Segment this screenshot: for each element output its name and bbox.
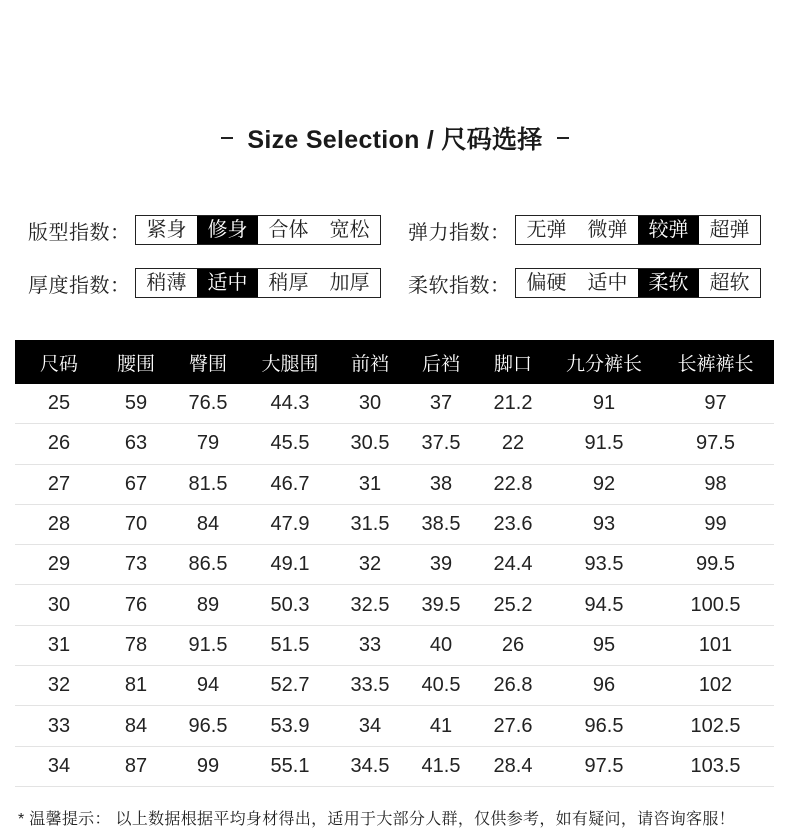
spec-option-selected: 较弹: [638, 216, 699, 244]
spec-label: 版型指数：: [28, 221, 131, 244]
table-cell: 93: [592, 513, 616, 536]
table-cell: 32: [358, 553, 382, 576]
spec-options: [515, 215, 761, 245]
table-row: [15, 585, 774, 625]
table-cell: 81: [124, 674, 148, 697]
table-cell: 96.5: [584, 714, 624, 737]
table-cell: 102: [698, 674, 733, 697]
header-cell: 尺码: [39, 353, 78, 375]
table-cell: 96: [592, 674, 616, 697]
table-cell: 92: [592, 472, 616, 495]
table-cell: 38: [429, 472, 453, 495]
header-cell: 九分裤长: [565, 353, 642, 375]
spec-option: 稍薄: [146, 272, 187, 294]
table-cell: 99: [196, 754, 220, 777]
table-cell: 97: [704, 392, 727, 415]
spec-options: [135, 215, 381, 245]
table-cell: 78: [124, 633, 148, 656]
table-cell: 73: [124, 553, 148, 576]
table-cell: 67: [124, 472, 148, 495]
spec-option: 稍厚: [268, 272, 309, 294]
spec-option: 合体: [268, 219, 309, 241]
table-cell: 100.5: [690, 593, 741, 616]
table-cell: 33: [358, 633, 382, 656]
table-cell: 34.5: [350, 754, 390, 777]
table-cell: 51.5: [270, 633, 310, 656]
spec-option: 加厚: [329, 272, 370, 294]
table-cell: 91.5: [584, 432, 624, 455]
spec-option-selected: 柔软: [638, 269, 699, 297]
header-cell: 臀围: [188, 353, 227, 375]
table-cell: 21.2: [493, 392, 533, 415]
table-row: [15, 384, 774, 424]
table-cell: 40.5: [421, 674, 461, 697]
table-cell: 34: [358, 714, 382, 737]
table-cell: 38.5: [421, 513, 461, 536]
table-cell: 29: [47, 553, 71, 576]
table-cell: 32.5: [350, 593, 390, 616]
table-cell: 81.5: [188, 472, 228, 495]
table-cell: 33.5: [350, 674, 390, 697]
table-cell: 101: [698, 633, 733, 656]
table-cell: 27: [47, 472, 71, 495]
table-cell: 33: [47, 714, 71, 737]
spec-label: 厚度指数：: [28, 274, 131, 297]
table-cell: 30.5: [350, 432, 390, 455]
table-cell: 79: [196, 432, 220, 455]
table-cell: 46.7: [270, 472, 310, 495]
table-cell: 31.5: [350, 513, 390, 536]
header-cell: 后裆: [421, 353, 460, 375]
table-cell: 89: [196, 593, 220, 616]
table-cell: 28.4: [493, 754, 533, 777]
spec-option: 无弹: [526, 219, 567, 241]
table-cell: 25.2: [493, 593, 533, 616]
table-cell: 47.9: [270, 513, 310, 536]
table-cell: 76: [124, 593, 148, 616]
spec-option-selected: 适中: [197, 269, 258, 297]
spec-option: 超软: [709, 272, 750, 294]
table-cell: 31: [47, 633, 71, 656]
table-cell: 30: [47, 593, 71, 616]
spec-option: 适中: [587, 272, 628, 294]
table-cell: 23.6: [493, 513, 533, 536]
table-cell: 99: [704, 513, 727, 536]
table-row: [15, 545, 774, 585]
table-cell: 76.5: [188, 392, 228, 415]
table-row: [15, 505, 774, 545]
spec-elasticity: [408, 215, 761, 245]
table-cell: 70: [124, 513, 148, 536]
table-cell: 84: [124, 714, 148, 737]
table-cell: 41.5: [421, 754, 461, 777]
header-cell: 大腿围: [261, 353, 319, 375]
header-cell: 前裆: [350, 353, 389, 375]
table-cell: 99.5: [696, 553, 735, 576]
section-title: [0, 118, 790, 158]
table-cell: 102.5: [690, 714, 741, 737]
table-cell: 26: [501, 633, 525, 656]
table-cell: 91.5: [188, 633, 228, 656]
size-table: [15, 340, 774, 787]
table-cell: 103.5: [690, 754, 741, 777]
table-cell: 26: [47, 432, 71, 455]
table-cell: 98: [704, 472, 727, 495]
table-row: [15, 747, 774, 787]
table-cell: 39: [429, 553, 453, 576]
table-cell: 22: [501, 432, 525, 455]
title-left-dash: [221, 137, 233, 139]
table-row: [15, 666, 774, 706]
spec-option: 微弹: [587, 219, 628, 241]
table-cell: 84: [196, 513, 220, 536]
table-cell: 52.7: [270, 674, 310, 697]
spec-option-selected: 修身: [197, 216, 258, 244]
table-cell: 32: [47, 674, 71, 697]
table-cell: 41: [429, 714, 453, 737]
table-cell: 34: [47, 754, 71, 777]
table-cell: 95: [592, 633, 616, 656]
spec-option: 紧身: [146, 219, 187, 241]
table-cell: 45.5: [270, 432, 310, 455]
spec-softness: [408, 268, 761, 298]
spec-options: [135, 268, 381, 298]
spec-fit: [28, 215, 381, 245]
table-cell: 97.5: [584, 754, 624, 777]
table-cell: 55.1: [270, 754, 310, 777]
header-cell: 腰围: [116, 353, 155, 375]
table-row: [15, 424, 774, 464]
table-cell: 93.5: [584, 553, 624, 576]
table-cell: 37.5: [421, 432, 461, 455]
spec-option: 偏硬: [526, 272, 567, 294]
table-cell: 50.3: [270, 593, 310, 616]
table-cell: 37: [429, 392, 453, 415]
table-cell: 59: [124, 392, 148, 415]
spec-label: 弹力指数：: [408, 221, 511, 244]
table-body: [15, 384, 774, 787]
spec-option: 超弹: [709, 219, 750, 241]
spec-option: 宽松: [329, 219, 370, 241]
header-cell: 脚口: [493, 353, 532, 375]
table-cell: 26.8: [493, 674, 533, 697]
table-cell: 53.9: [270, 714, 310, 737]
table-cell: 22.8: [493, 472, 533, 495]
table-cell: 63: [124, 432, 148, 455]
table-row: [15, 465, 774, 505]
table-cell: 96.5: [188, 714, 228, 737]
spec-label: 柔软指数：: [408, 274, 511, 297]
table-row: [15, 626, 774, 666]
table-cell: 27.6: [493, 714, 533, 737]
table-row: [15, 706, 774, 746]
title-text: Size Selection / 尺码选择: [247, 126, 543, 154]
table-cell: 25: [47, 392, 71, 415]
table-cell: 44.3: [270, 392, 310, 415]
spec-options: [515, 268, 761, 298]
table-cell: 31: [358, 472, 382, 495]
table-cell: 24.4: [493, 553, 533, 576]
table-header: [15, 340, 774, 384]
table-cell: 87: [124, 754, 148, 777]
spec-thickness: [28, 268, 381, 298]
table-cell: 94: [196, 674, 220, 697]
header-cell: 长裤裤长: [677, 353, 754, 375]
table-cell: 97.5: [696, 432, 735, 455]
table-cell: 86.5: [188, 553, 228, 576]
table-cell: 30: [358, 392, 382, 415]
footnote: * 温馨提示： 以上数据根据平均身材得出，适用于大部分人群，仅供参考，如有疑问，请咨询客服！: [18, 811, 735, 828]
table-cell: 40: [429, 633, 453, 656]
table-cell: 39.5: [421, 593, 461, 616]
table-cell: 91: [592, 392, 616, 415]
table-cell: 28: [47, 513, 71, 536]
title-right-dash: [557, 137, 569, 139]
table-cell: 49.1: [270, 553, 310, 576]
table-cell: 94.5: [584, 593, 624, 616]
